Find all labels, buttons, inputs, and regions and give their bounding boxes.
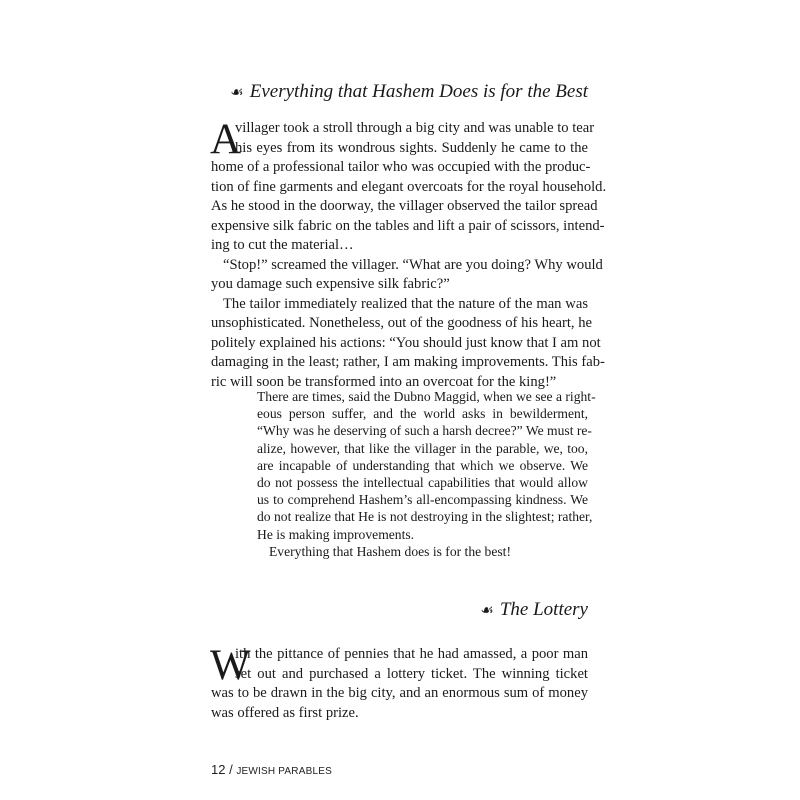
text-line: unsophisticated. Nonetheless, out of the goodness of his heart, he bbox=[211, 315, 592, 331]
section-heading bbox=[211, 598, 588, 622]
text-line: He is making improvements. bbox=[257, 526, 415, 542]
text-line: set out and purchased a lottery ticket. The winning ticket bbox=[235, 665, 588, 682]
text-line: villager took a stroll through a big city and was unable to tear bbox=[235, 120, 595, 136]
text-line: eous person suffer, and the world asks in bewilderment, bbox=[257, 406, 588, 422]
section-title: The Lottery bbox=[499, 599, 588, 620]
text-line: “Stop!” screamed the villager. “What are you doing? Why would bbox=[223, 256, 603, 273]
text-line: his eyes from its wondrous sights. Suddenly he came to the bbox=[235, 139, 588, 156]
story-body bbox=[210, 116, 607, 392]
text-line: are incapable of understanding that which we observe. We bbox=[257, 457, 588, 473]
text-line: do not possess the intellectual capabilities that would allow bbox=[257, 474, 588, 490]
moral-block bbox=[257, 388, 596, 560]
footer-separator: / bbox=[229, 762, 233, 777]
section-title: Everything that Hashem Does is for the Best bbox=[249, 81, 588, 102]
story-body bbox=[210, 642, 588, 723]
text-line: was to be drawn in the big city, and an enormous sum of money bbox=[211, 685, 588, 701]
drop-cap: A bbox=[210, 116, 242, 163]
text-line: ing to cut the material… bbox=[211, 237, 354, 253]
text-line: politely explained his actions: “You should just know that I am not bbox=[211, 334, 601, 351]
text-line: There are times, said the Dubno Maggid, when we see a right- bbox=[257, 389, 596, 404]
text-line: As he stood in the doorway, the villager observed the tailor spread bbox=[211, 198, 598, 214]
text-line: ith the pittance of pennies that he had amassed, a poor man bbox=[235, 646, 588, 662]
text-line: “Why was he deserving of such a harsh decree?” We must re- bbox=[257, 423, 592, 439]
text-line: you damage such expensive silk fabric?” bbox=[211, 276, 450, 292]
text-line: tion of fine garments and elegant overcoats for the royal household. bbox=[211, 178, 607, 195]
floral-ornament-icon: ☙ bbox=[480, 603, 494, 619]
book-title: JEWISH PARABLES bbox=[236, 766, 332, 777]
section-heading bbox=[211, 80, 588, 104]
text-line: Everything that Hashem does is for the best! bbox=[269, 543, 511, 559]
text-line: ric will soon be transformed into an overcoat for the king!” bbox=[211, 373, 557, 390]
text-line: alize, however, that like the villager in the parable, we, too, bbox=[257, 440, 588, 456]
page-footer bbox=[211, 762, 332, 777]
text-line: do not realize that He is not destroying in the slightest; rather, bbox=[257, 509, 593, 525]
text-line: The tailor immediately realized that the nature of the man was bbox=[223, 295, 588, 312]
text-line: us to comprehend Hashem’s all-encompassing kindness. We bbox=[257, 492, 588, 508]
drop-cap: W bbox=[210, 642, 251, 689]
text-line: expensive silk fabric on the tables and lift a pair of scissors, intend- bbox=[211, 217, 605, 234]
text-line: was offered as first prize. bbox=[211, 704, 359, 721]
text-line: home of a professional tailor who was occupied with the produc- bbox=[211, 159, 591, 175]
text-line: damaging in the least; rather, I am making improvements. This fab- bbox=[211, 354, 605, 370]
floral-ornament-icon: ☙ bbox=[230, 85, 244, 101]
page-number: 12 bbox=[211, 762, 226, 777]
